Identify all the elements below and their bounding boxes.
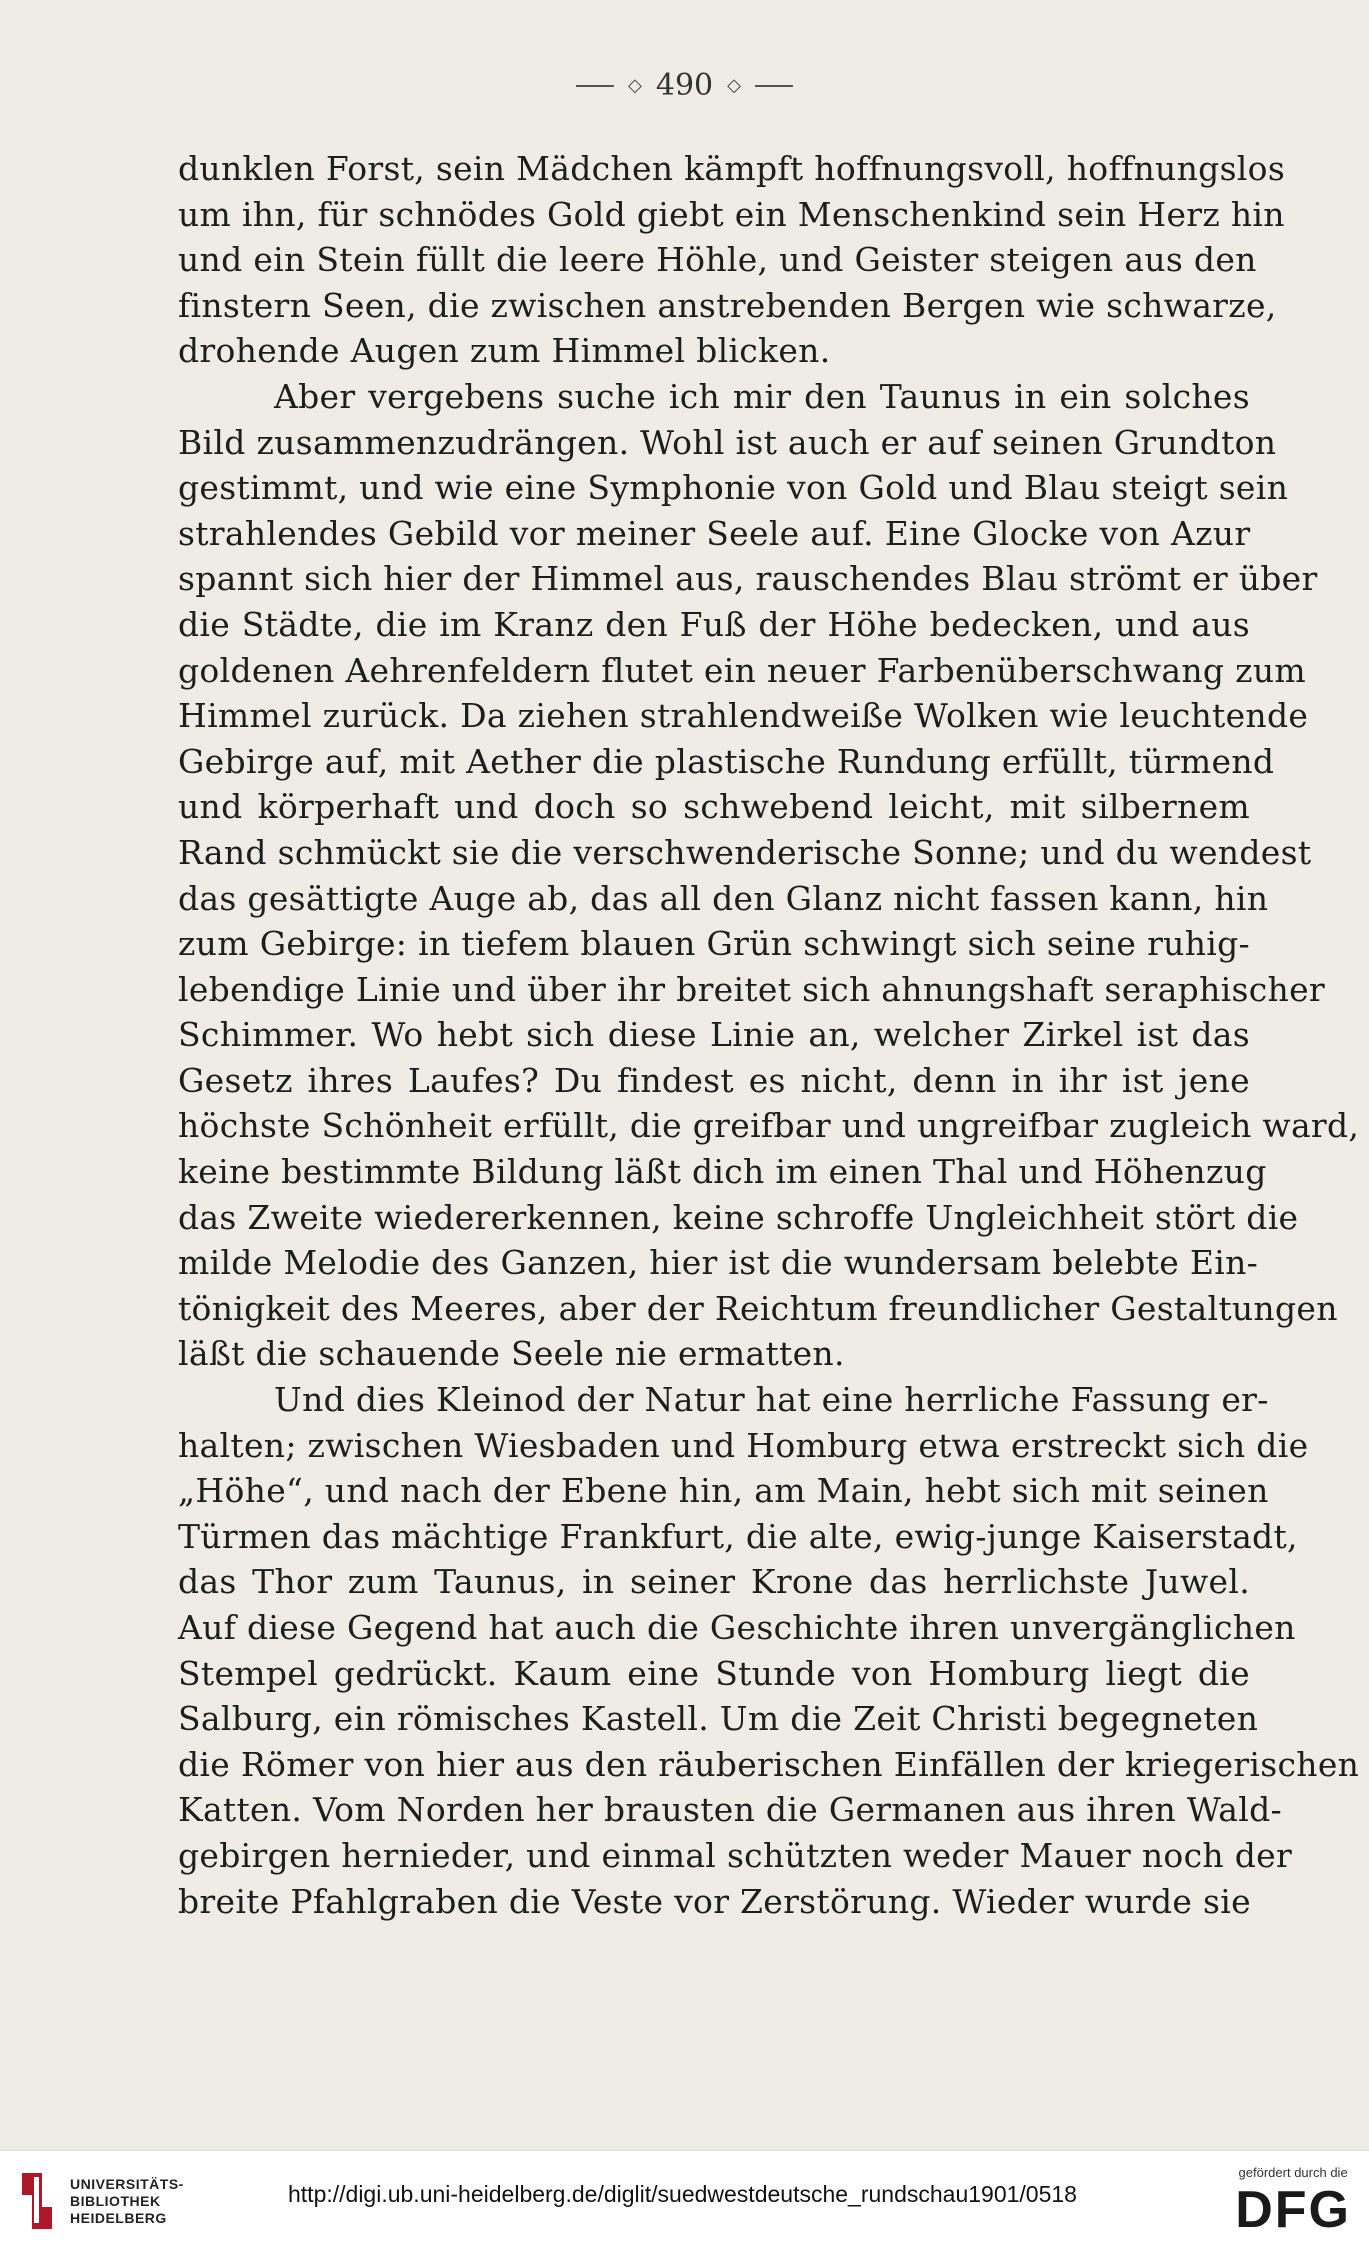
library-logo-icon <box>12 2167 60 2235</box>
text-line: milde Melodie des Ganzen, hier ist die wundersam belebte Ein- <box>178 1243 1259 1283</box>
body-text <box>178 146 1360 1924</box>
text-line: Rand schmückt sie die verschwenderische Sonne; und du wendest <box>178 832 1312 872</box>
text-line: zum Gebirge: in tiefem blauen Grün schwingt sich seine ruhig- <box>178 924 1250 964</box>
text-line: Und dies Kleinod der Natur hat eine herrliche Fassung er- <box>274 1380 1269 1420</box>
text-line: die Römer von hier aus den räuberischen Einfällen der kriegerischen <box>178 1744 1360 1784</box>
text-line: Türmen das mächtige Frankfurt, die alte, ewig-junge Kaiserstadt, <box>178 1516 1298 1556</box>
text-line: Aber vergebens suche ich mir den Taunus in ein solches <box>274 376 1250 416</box>
text-line: Stempel gedrückt. Kaum eine Stunde von Homburg liegt die <box>178 1653 1250 1693</box>
text-line: Katten. Vom Norden her brausten die Germanen aus ihren Wald- <box>178 1790 1282 1830</box>
text-line: Gesetz ihres Laufes? Du findest es nicht, denn in ihr ist jene <box>178 1060 1250 1100</box>
text-line: spannt sich hier der Himmel aus, rauschendes Blau strömt er über <box>178 559 1318 599</box>
text-line: höchste Schönheit erfüllt, die greifbar und ungreifbar zugleich ward, <box>178 1106 1360 1146</box>
text-line: läßt die schauende Seele nie ermatten. <box>178 1334 845 1374</box>
dfg-caption: gefördert durch die <box>1238 2165 1348 2180</box>
text-line: Bild zusammenzudrängen. Wohl ist auch er auf seinen Grundton <box>178 422 1277 462</box>
text-line: Himmel zurück. Da ziehen strahlendweiße Wolken wie leuchtende <box>178 696 1309 736</box>
text-line: keine bestimmte Bildung läßt dich im einen Thal und Höhenzug <box>178 1152 1267 1192</box>
text-line: Auf diese Gegend hat auch die Geschichte ihren unvergänglichen <box>178 1608 1296 1647</box>
text-line: um ihn, für schnödes Gold giebt ein Menschenkind sein Herz hin <box>178 194 1285 234</box>
viewer-footer <box>0 2150 1369 2257</box>
text-line: und körperhaft und doch so schwebend leicht, mit silbernem <box>178 787 1250 827</box>
library-name <box>70 2176 184 2227</box>
text-line: breite Pfahlgraben die Veste vor Zerstörung. Wieder wurde sie <box>178 1881 1251 1921</box>
library-name-line: HEIDELBERG <box>70 2209 167 2226</box>
text-line: Schimmer. Wo hebt sich diese Linie an, welcher Zirkel ist das <box>178 1015 1250 1055</box>
text-line: Gebirge auf, mit Aether die plastische Rundung erfüllt, türmend <box>178 741 1275 781</box>
library-name-line: BIBLIOTHEK <box>70 2192 161 2209</box>
header-rule-left <box>576 85 614 87</box>
text-line: goldenen Aehrenfeldern flutet ein neuer Farbenüberschwang zum <box>178 650 1306 690</box>
text-line: lebendige Linie und über ihr breitet sich ahnungshaft seraphischer <box>178 969 1325 1009</box>
text-line: dunklen Forst, sein Mädchen kämpft hoffnungsvoll, hoffnungslos <box>178 149 1286 188</box>
text-line: das Thor zum Taunus, in seiner Krone das herrlichste Juwel. <box>178 1562 1250 1602</box>
text-line: das Zweite wiedererkennen, keine schroffe Ungleichheit stört die <box>178 1197 1299 1237</box>
library-logo[interactable] <box>12 2167 184 2235</box>
dfg-mark: DFG <box>1235 2181 1351 2239</box>
text-line: und ein Stein füllt die leere Höhle, und Geister steigen aus den <box>178 240 1257 280</box>
text-line: tönigkeit des Meeres, aber der Reichtum freundlicher Gestaltungen <box>178 1288 1338 1328</box>
text-line: drohende Augen zum Himmel blicken. <box>178 331 831 371</box>
dfg-logo[interactable] <box>1235 2165 1351 2239</box>
permalink-url[interactable]: http://digi.ub.uni-heidelberg.de/diglit/suedwestdeutsche_rundschau1901/0518 <box>288 2181 1077 2207</box>
library-name-line: UNIVERSITÄTS- <box>70 2175 184 2192</box>
text-line: gebirgen hernieder, und einmal schützten weder Mauer noch der <box>178 1835 1293 1875</box>
ornament-icon: ◇ <box>727 75 741 96</box>
text-line: die Städte, die im Kranz den Fuß der Höhe bedecken, und aus <box>178 604 1250 644</box>
text-line: Salburg, ein römisches Kastell. Um die Zeit Christi begegneten <box>178 1699 1259 1739</box>
text-line: strahlendes Gebild vor meiner Seele auf. Eine Glocke von Azur <box>178 513 1251 553</box>
text-line: das gesättigte Auge ab, das all den Glanz nicht fassen kann, hin <box>178 878 1269 918</box>
ornament-icon: ◇ <box>628 75 642 96</box>
text-line: halten; zwischen Wiesbaden und Homburg etwa erstreckt sich die <box>178 1425 1309 1465</box>
text-line: gestimmt, und wie eine Symphonie von Gold und Blau steigt sein <box>178 468 1289 508</box>
header-rule-right <box>755 85 793 87</box>
text-line: „Höhe“, und nach der Ebene hin, am Main, hebt sich mit seinen <box>178 1471 1269 1511</box>
page-header <box>0 68 1369 103</box>
text-line: finstern Seen, die zwischen anstrebenden Bergen wie schwarze, <box>178 285 1277 325</box>
page-number: 490 <box>655 68 714 103</box>
